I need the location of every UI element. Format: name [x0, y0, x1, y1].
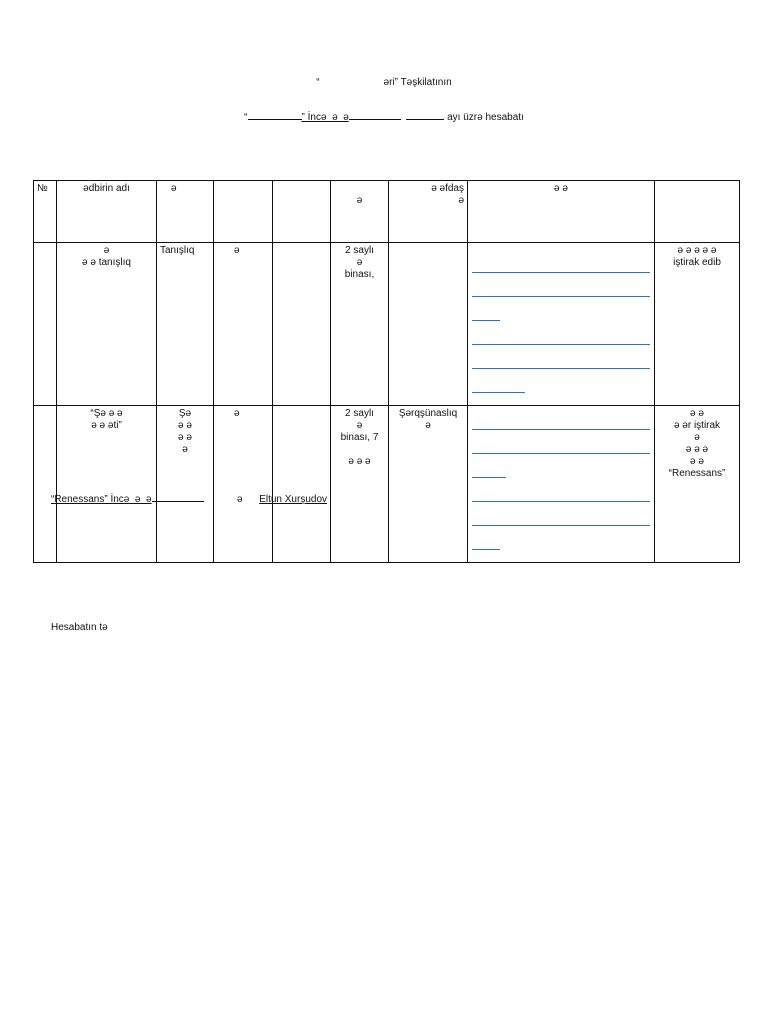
row-1-col-3: ə: [214, 243, 273, 406]
link-line[interactable]: [472, 466, 506, 478]
row-1-partner: [389, 243, 468, 406]
row-1-place: 2 saylı ə binası,: [331, 243, 389, 406]
signature-blank[interactable]: [152, 492, 204, 502]
report-table: [33, 180, 740, 563]
link-line[interactable]: [472, 418, 650, 430]
org-suffix-blank[interactable]: [349, 110, 401, 120]
report-organization: ” İncə ə ə: [301, 112, 349, 123]
row-2-partner: Şərqşünaslıq ə: [389, 406, 468, 563]
signature-organization: “Renessans” İncə ə ə: [51, 494, 152, 505]
header-links: ə ə: [468, 181, 655, 243]
row-1-col-4: [273, 243, 331, 406]
table-row: [34, 406, 740, 563]
signature-name: Eltun Xurşudov: [259, 494, 328, 505]
link-line[interactable]: [472, 538, 500, 550]
title-open-quote: “: [316, 77, 320, 88]
row-1-event-name: ə ə ə tanışlıq: [57, 243, 157, 406]
header-note: [655, 181, 740, 243]
header-event-name: ədbirin adı: [57, 181, 157, 243]
document-title-line-1: [0, 77, 768, 88]
signature-line: [51, 492, 327, 505]
row-1-note: ə ə ə ə ə iştirak edib: [655, 243, 740, 406]
signature-middle: ə: [236, 494, 243, 505]
header-col-4: [214, 181, 273, 243]
header-col-5: [273, 181, 331, 243]
document-title-line-2: [0, 110, 768, 123]
row-1-number: [34, 243, 57, 406]
footer-text: Hesabatın tə: [51, 622, 108, 633]
header-col-3: ə: [157, 181, 214, 243]
link-line[interactable]: [472, 357, 650, 369]
report-open-quote: “: [244, 112, 248, 123]
row-2-number: [34, 406, 57, 563]
link-line[interactable]: [472, 285, 650, 297]
link-line[interactable]: [472, 261, 650, 273]
title-organization: əri” Təşkilatının: [383, 77, 452, 88]
row-2-col-4: [273, 406, 331, 563]
row-1-type: Tanışlıq: [157, 243, 214, 406]
report-month-suffix: ayı üzrə hesabatı: [444, 112, 524, 123]
row-2-links[interactable]: [468, 406, 655, 563]
header-partner: ə əfdaş ə: [389, 181, 468, 243]
table-row: [34, 243, 740, 406]
month-blank[interactable]: [406, 110, 444, 120]
row-2-type: Şə ə ə ə ə ə: [157, 406, 214, 563]
row-2-place: 2 saylı ə binası, 7 ə ə ə: [331, 406, 389, 563]
link-line[interactable]: [472, 309, 500, 321]
link-line[interactable]: [472, 442, 650, 454]
link-line[interactable]: [472, 490, 650, 502]
link-line[interactable]: [472, 333, 650, 345]
header-place: ə: [331, 181, 389, 243]
row-2-col-3: ə: [214, 406, 273, 563]
org-name-blank[interactable]: [248, 110, 302, 120]
header-number: №: [34, 181, 57, 243]
table-header-row: [34, 181, 740, 243]
link-line[interactable]: [472, 381, 525, 393]
link-line[interactable]: [472, 514, 650, 526]
row-2-note: ə ə ə ər iştirak ə ə ə ə ə ə “Renessans”: [655, 406, 740, 563]
row-2-event-name: “Şə ə ə ə ə əti”: [57, 406, 157, 563]
row-1-links[interactable]: [468, 243, 655, 406]
